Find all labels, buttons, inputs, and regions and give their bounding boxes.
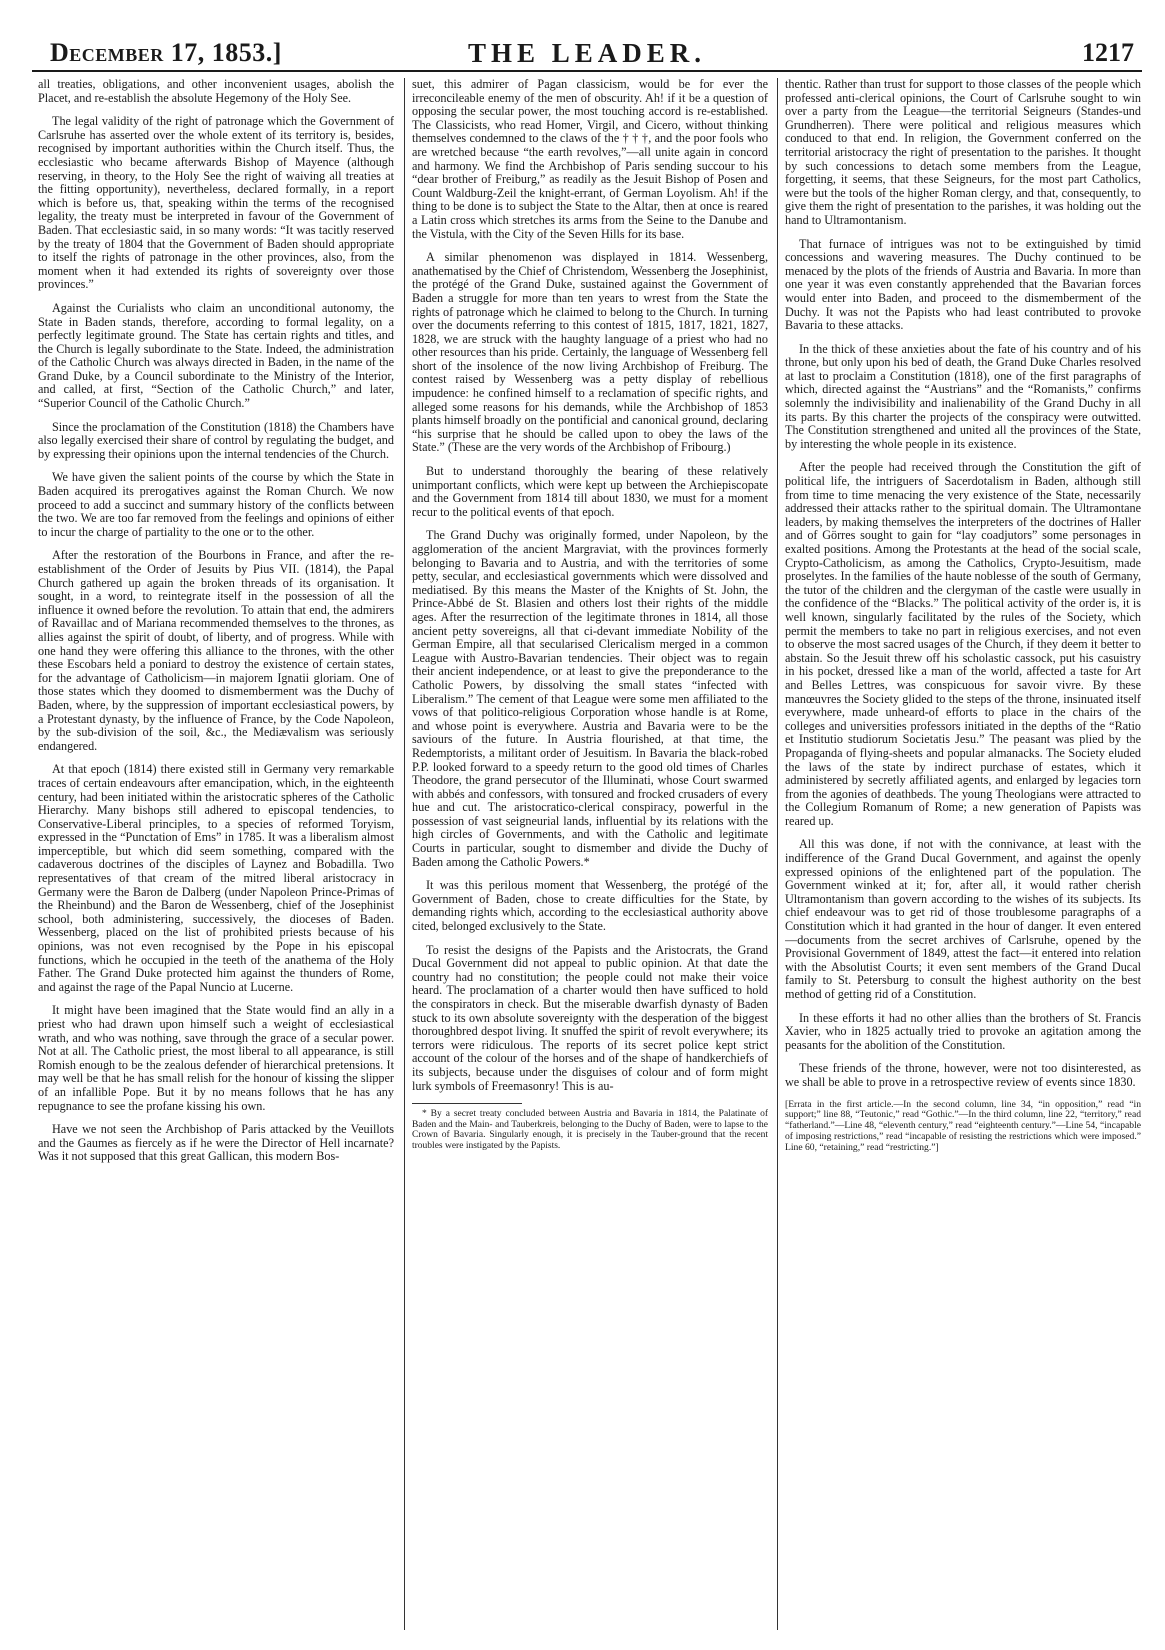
errata-note: [Errata in the first article.—In the second column, line 34, “in opposition,” read “in support;” line 88, “Teutonic,” read “Gothic.”—In the third column, line 22, “territory,” read “fatherland.”—Line 48, “eleventh century,” read “eighteenth century.”—Line 54, “incapable of imposing restrictions,” read “incapable of resisting the restrictions which were imposed.” Line 60, “retaining,” read “restricting.”] bbox=[785, 1098, 1141, 1153]
paragraph: In these efforts it had no other allies than the brothers of St. Francis Xavier, who in 1825 actually tried to provoke an agitation among the peasants for the abolition of the Constitution. bbox=[785, 1010, 1141, 1052]
paragraph: It might have been imagined that the State would find an ally in a priest who had drawn upon himself such a weight of ecclesiastical wrath, and who was nothing, save through the grace of a secular power. Not at all. The Catholic priest, the most liberal to all appearance, is still Romish enough to be the zealous defender of hierarchical pretensions. It may well be that he has small relish for the honour of kissing the slipper of an infallible Pope. But it by no means follows that he has any repugnance to see the profane kissing his own. bbox=[38, 1003, 394, 1113]
newspaper-page bbox=[32, 30, 1142, 1630]
paragraph: Have we not seen the Archbishop of Paris attacked by the Veuillots and the Gaumes as fiercely as if he were the Director of Hell incarnate? Was it not supposed that this great Gallican, this modern Bos- bbox=[38, 1122, 394, 1164]
paragraph: thentic. Rather than trust for support to those classes of the people which professed anti-clerical opinions, the Court of Carlsruhe sought to win over a party from the League—the territorial Seigneurs (Standes-und Grundherren). There were political and religious measures which conduced to that end. In religion, the Government conferred on the territorial aristocracy the right of presentation to the parishes. It thought by such concessions to detach some members from the League, forgetting, it seems, that these Seigneurs, for the most part Catholics, were but the tools of the higher Roman clergy, and that, consequently, to give them the right of presentation to the parishes, it was holding out the hand to Ultramontanism. bbox=[785, 78, 1141, 227]
footnote-rule bbox=[412, 1103, 522, 1104]
paragraph: To resist the designs of the Papists and the Aristocrats, the Grand Ducal Government did not appeal to public opinion. At that date the country had no constitution; the people could not make their voice heard. The proclamation of a charter would then have sufficed to hold the conspirators in check. But the miserable dwarfish dynasty of Baden stuck to its own absolute sovereignty with the desperation of the biggest thoroughbred despot living. It snuffed the spirit of revolt everywhere; its terrors were ridiculous. The reports of its secret police kept strict account of the colour of the horses and of the shape of handkerchiefs of its subjects, because under the disguises of colour and of form might lurk symbols of Freemasonry! This is au- bbox=[412, 942, 768, 1093]
paragraph: All this was done, if not with the connivance, at least with the indifference of the Grand Ducal Government, and against the openly expressed opinions of the enlightened part of the population. The Government winked at it; for, after all, it would rather cherish Ultramontanism than govern according to the wishes of its subjects. Its chief endeavour was to get rid of those troublesome paragraphs of a Constitution which it had granted in the hour of danger. It even entered—documents from the secret archives of Carlsruhe, opened by the Provisional Government of 1849, attest the fact—it entered into relation with the Absolutist Courts; it even sent members of the Grand Ducal family to St. Petersburg to consult the highest authority on the best method of getting rid of a Constitution. bbox=[785, 837, 1141, 1001]
masthead bbox=[32, 30, 1142, 72]
paragraph: We have given the salient points of the course by which the State in Baden acquired its prerogatives against the Roman Church. We now proceed to add a succinct and summary history of the conflicts between the two. We are too far removed from the feelings and opinions of either to incur the charge of partiality to the one or to the other. bbox=[38, 470, 394, 539]
paragraph: The legal validity of the right of patronage which the Government of Carlsruhe has asserted over the whole extent of its territory is, besides, recognised by important authorities within the Church itself. Thus, the ecclesiastic who became afterwards Bishop of Mayence (although reserving, in theory, to the Holy See the right of waiving all treaties at the fitting opportunity), nevertheless, declared formally, in a report which is before us, that, speaking within the terms of the recognised legality, the treaty must be interpreted in favour of the Government of Baden. That ecclesiastic said, in so many words: “It was tacitly reserved by the treaty of 1804 that the Government of Baden should appropriate to itself the rights of patronage in the other provinces, also, from the moment when it had extended its rights of sovereignty over those provinces.” bbox=[38, 114, 394, 292]
paragraph: In the thick of these anxieties about the fate of his country and of his throne, but only upon his bed of death, the Grand Duke Charles resolved at last to proclaim a Constitution (1818), one of the first paragraphs of which, directed against the “Austrians” and the “Romanists,” confirms solemnly the indivisibility and inalienability of the Grand Duchy in all its parts. By this charter the projects of the conspiracy were outwitted. The Constitution strengthened and united all the provinces of the State, by interesting the whole people in its existence. bbox=[785, 341, 1141, 451]
paragraph: It was this perilous moment that Wessenberg, the protégé of the Government of Baden, chose to create difficulties for the State, by demanding rights which, according to the ecclesiastical authority above cited, belonged exclusively to the State. bbox=[412, 878, 768, 934]
paragraph: Against the Curialists who claim an unconditional autonomy, the State in Baden stands, therefore, according to formal legality, on a perfectly legitimate ground. The State has certain rights and titles, and the Church is legally subordinate to the State. Indeed, the administration of the Catholic Church was always directed in Baden, in the name of the Grand Duke, by a Council subordinate to the Ministry of the Interior, and called, at first, “Section of the Catholic Church,” and later, “Superior Council of the Catholic Church.” bbox=[38, 300, 394, 411]
paragraph: all treaties, obligations, and other inconvenient usages, abolish the Placet, and re-establish the absolute Hegemony of the Holy See. bbox=[38, 78, 394, 105]
article-columns bbox=[32, 78, 1142, 1630]
column-3 bbox=[785, 78, 1141, 1630]
column-divider bbox=[404, 78, 405, 1630]
paragraph: Since the proclamation of the Constitution (1818) the Chambers have also legally exercised their share of control by regulating the budget, and by expressing their opinions upon the internal tendencies of the Church. bbox=[38, 419, 394, 461]
paragraph: suet, this admirer of Pagan classicism, would be for ever the irreconcileable enemy of the men of obscurity. Ah! if it be a question of opposing the secular power, the most touching accord is re-established. The Classicists, who read Homer, Virgil, and Cicero, without thinking themselves condemned to the claws of the † † †, and the poor fools who are wretched because “the earth revolves,”—all unite again in concord and harmony. We find the Archbishop of Paris sending succour to his “dear brother of Freiburg,” as readily as the Jesuit Bishop of Posen and Count Waldburg-Zeil the knight-errant, of German Loyolism. Ah! if the thing to be done is to subject the State to the Altar, then at once is reared a Latin cross which stretches its arms from the Seine to the Danube and the Vistula, with the City of the Seven Hills for its base. bbox=[412, 78, 768, 241]
issue-date: December 17, 1853.] bbox=[50, 38, 282, 67]
newspaper-title: THE LEADER. bbox=[467, 38, 707, 68]
column-1 bbox=[38, 78, 394, 1630]
paragraph: After the restoration of the Bourbons in France, and after the re-establishment of the Order of Jesuits by Pius VII. (1814), the Papal Church gathered up again the broken threads of its organisation. It sought, in a word, to reintegrate itself in the possession of all the influence it owned before the revolution. To attain that end, the admirers of Ravaillac and of Mariana recommended themselves to the thrones, as allies against the spirit of doubt, of liberty, and of progress. While with one hand they were offering this alliance to the thrones, with the other these Escobars held a poniard to destroy the existence of certain states, for the advantage of Catholicism—in majorem Ignatii gloriam. One of those states which they doomed to dismemberment was the Duchy of Baden, where, by the suppression of important ecclesiastical powers, by a Protestant dynasty, by the influence of France, by the Code Napoleon, by the sub-division of the soil, &c., the Mediævalism was seriously endangered. bbox=[38, 548, 394, 753]
paragraph: That furnace of intrigues was not to be extinguished by timid concessions and wavering measures. The Duchy continued to be menaced by the plots of the friends of Austria and Bavaria. In more than one year it was even constantly apprehended that the Bavarian forces would enter into Baden, and proceed to the dismemberment of the Duchy. It was not the Papists who had least contributed to provoke Bavaria to these attacks. bbox=[785, 236, 1141, 333]
paragraph: These friends of the throne, however, were not too disinterested, as we shall be able to prove in a retrospective review of events since 1830. bbox=[785, 1061, 1141, 1089]
footnote: * By a secret treaty concluded between Austria and Bavaria in 1814, the Palatinate of Baden and the Main- and Tauberkreis, belonging to the Duchy of Baden, were to lapse to the Crown of Bavaria. Singularly enough, it is precisely in the Tauber-ground that the recent troubles were instigated by the Papists. bbox=[412, 1109, 768, 1152]
paragraph: The Grand Duchy was originally formed, under Napoleon, by the agglomeration of the ancient Margraviat, with the provinces formerly belonging to Bavaria and to Austria, and with the territories of some petty, secular, and ecclesiastical governments which were dissolved and mediatised. By this means the Master of the Knights of St. John, the Prince-Abbé de St. Blasien and others lost their rights of the middle ages. After the resurrection of the legitimate thrones in 1814, all those ancient petty sovereigns, all that ci-devant immediate Nobility of the German Empire, all that secularised Clericalism merged in a common League with Austro-Bavarian tendencies. Their object was to regain their ancient independence, or at least to give the preponderance to the Catholic Powers, by dissolving the small states “infected with Liberalism.” The cement of that League were some men affiliated to the vows of that politico-religious Corporation whose handle is at Rome, and whose point is everywhere. Austria and Bavaria were to be the saviours of the future. In Austria flourished, at that time, the Redemptorists, a militant order of Jesuitism. In Bavaria the black-robed P.P. looked forward to a speedy return to the good old times of Charles Theodore, the grand persecutor of the Illuminati, whose Court swarmed with abbés and confessors, with tonsured and frocked crusaders of every hue and cut. The aristocratico-clerical conspiracy, powerful in the possession of vast seigneurial lands, influential by its relations with the high circles of Governments, and with the Catholic and legitimate Courts in particular, sought to dismember and divide the Duchy of Baden among the Catholic Powers.* bbox=[412, 528, 768, 869]
column-2 bbox=[412, 78, 768, 1630]
paragraph: But to understand thoroughly the bearing of these relatively unimportant conflicts, which were kept up between the Archiepiscopate and the Government from 1814 till about 1830, we must for a moment recur to the political events of that epoch. bbox=[412, 464, 768, 519]
paragraph: A similar phenomenon was displayed in 1814. Wessenberg, anathematised by the Chief of Christendom, Wessenberg the Josephinist, the protégé of the Grand Duke, sustained against the Government of Baden a struggle for more than ten years to wrest from the State the rights of patronage which he claimed to belong to the Church. In turning over the documents referring to this contest of 1815, 1817, 1821, 1827, 1828, we are struck with the haughty language of a priest who had no other resources than his pride. Certainly, the language of Wessenberg fell short of the insolence of the now living Archbishop of Freiburg. The contest raised by Wessenberg was a petty display of rebellious impudence: he confined himself to a reclamation of specific rights, and alleged some reasons for his demands, while the Archbishop of 1853 plants himself broadly on the pontificial and canonical ground, declaring “his surprise that he should be called upon to obey the laws of the State.” (These are the very words of the Archbishop of Fribourg.) bbox=[412, 250, 768, 455]
paragraph: After the people had received through the Constitution the gift of political life, the intriguers of Sacerdotalism in Baden, although still from time to time menacing the very existence of the State, necessarily addressed their attacks rather to the spiritual domain. The Ultramontane leaders, by making themselves the interpreters of the doctrines of Haller and of Görres sought to gain for “lay coadjutors” some personages in exalted positions. Among the Protestants at the head of the social scale, Crypto-Catholicism, as among the Catholics, Crypto-Jesuitism, made proselytes. In the families of the haute noblesse of the south of Germany, the tutor of the children and the clergyman of the castle were usually in the confidence of the “Blacks.” The political activity of the order is, it is well known, singularly facilitated by the rules of the Society, which permit the members to take no part in religious exercises, and not even to observe the most sacred usages of the Church, if they deem it better to abstain. So the Jesuit threw off his scholastic cassock, put his casuistry in his pocket, dressed like a man of the world, affected a taste for Art and Belles Lettres, was conspicuous for savoir vivre. By these manœuvres the Society glided to the steps of the throne, insinuated itself everywhere, made unheard-of efforts to place in the chairs of the colleges and universities professors initiated in the depths of the “Ratio et Institutio studiorum Societatis Jesu.” The peasant was plied by the Propaganda of flying-sheets and popular almanacks. The Society eluded the laws of the state by indirect purchase of estates, which it administered by secretly affiliated agents, and enlarged by legacies torn from the agonies of deathbeds. The young Theologians were attracted to the Collegium Romanum of Rome; a new generation of Papists was reared up. bbox=[785, 460, 1141, 828]
page-number: 1217 bbox=[1082, 38, 1134, 67]
paragraph: At that epoch (1814) there existed still in Germany very remarkable traces of certain endeavours after emancipation, which, in the eighteenth century, had been initiated within the aristocratic spheres of the Catholic Hierarchy. Many bishops still adhered to episcopal tendencies, to Conservative-Liberal principles, to a species of reformed Toryism, expressed in the “Punctation of Ems” in 1785. It was a liberalism almost imperceptible, but which did seem something, compared with the cadaverous doctrines of the disciples of Laynez and Bobadilla. Two representatives of that cream of the mitred liberal aristocracy in Germany were the Baron de Dalberg (under Napoleon Prince-Primas of the Rheinbund) and the Baron de Wessenberg, chief of the Josephinist school, both administering, successively, the dioceses of Baden. Wessenberg, placed on the list of prohibited priests because of his opinions, was not even recognised by the Pope in his episcopal functions, which he occupied in the teeth of the anathema of the Holy Father. The Grand Duke protected him against the thunders of Rome, and against the rage of the Papal Nuncio at Lucerne. bbox=[38, 762, 394, 994]
column-divider bbox=[777, 78, 778, 1630]
